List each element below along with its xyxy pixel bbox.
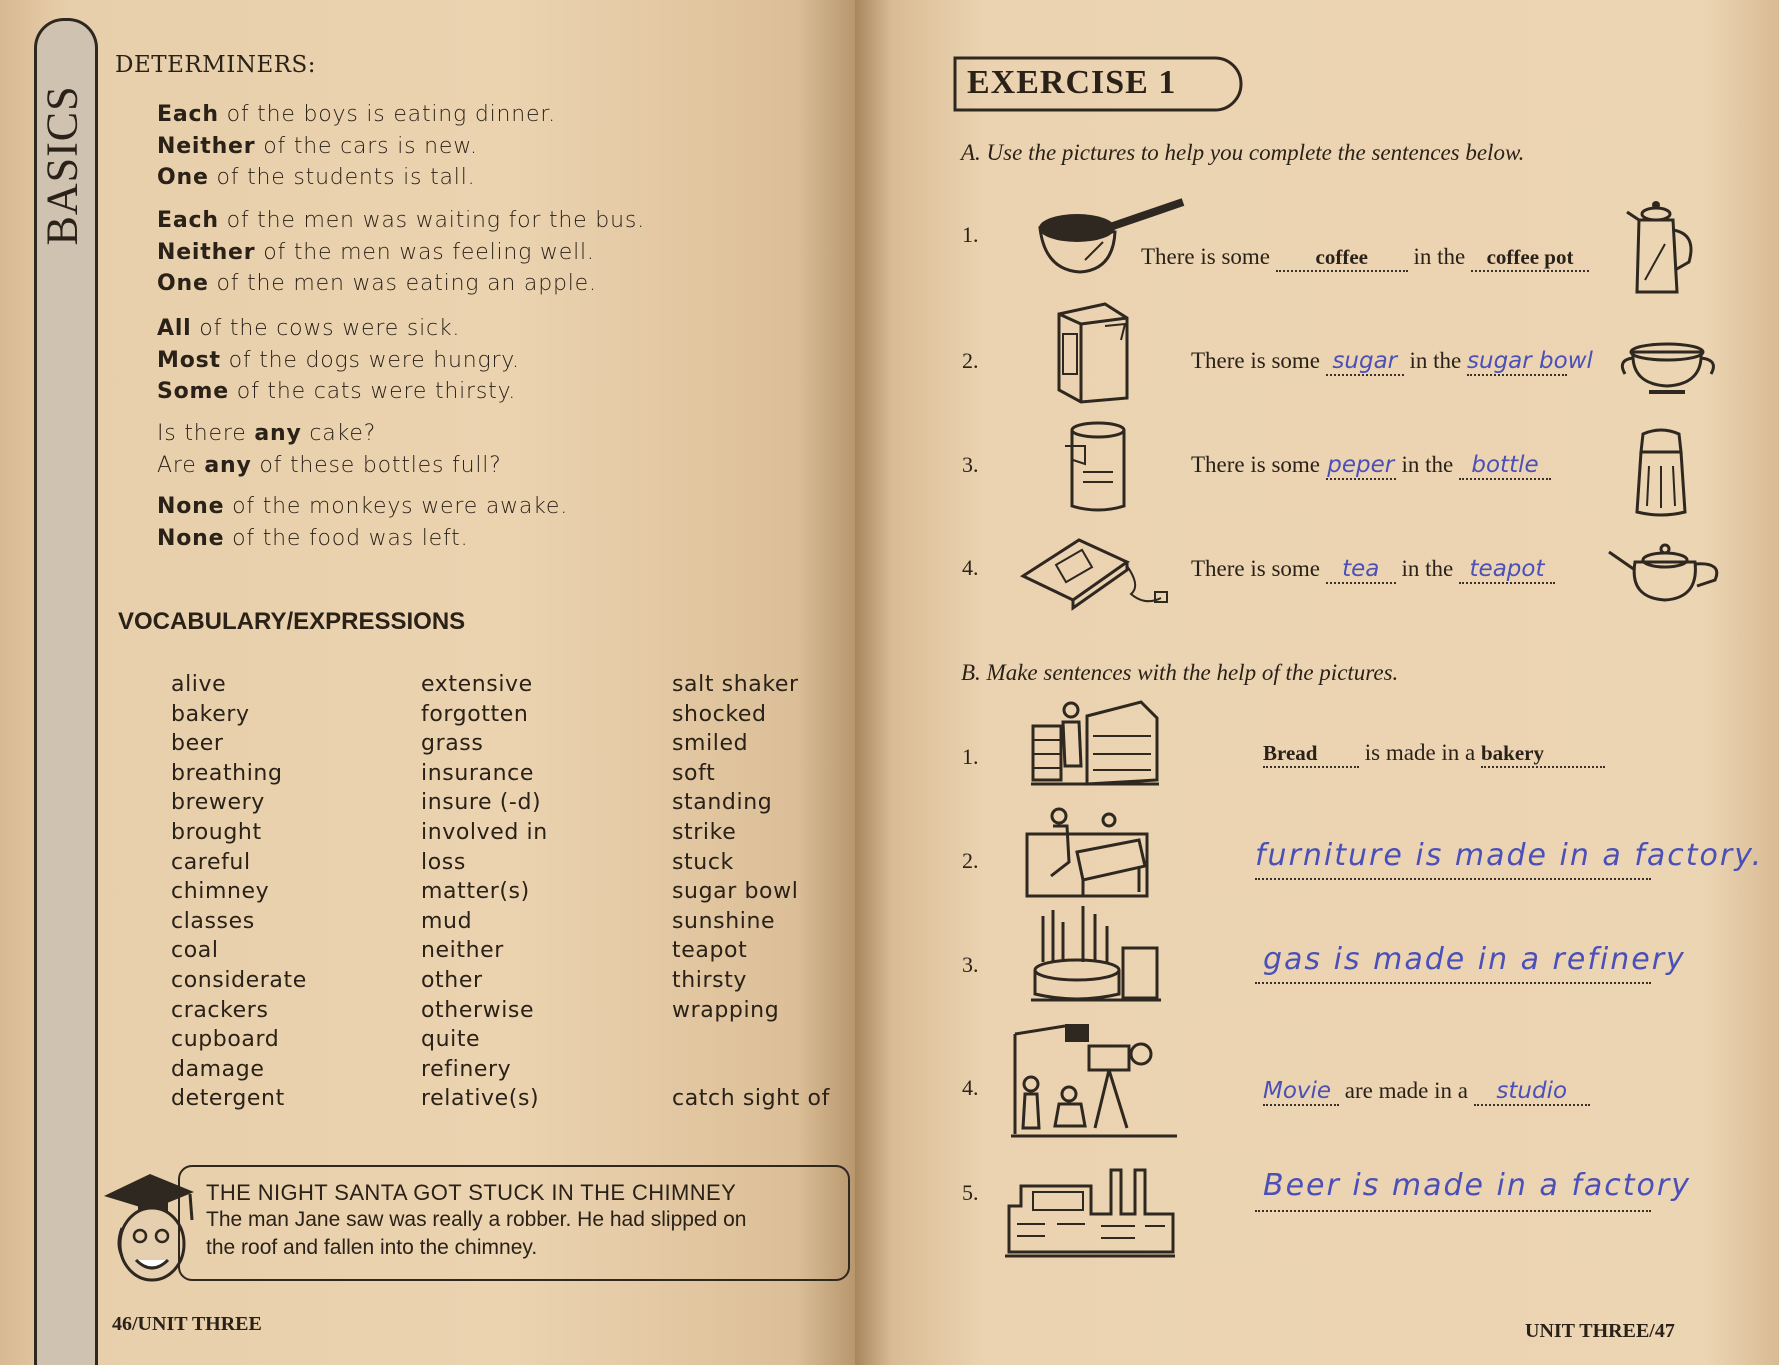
determiner-keyword: any	[254, 421, 302, 446]
item-b1-number: 1.	[962, 744, 979, 769]
furniture-factory-picture	[1023, 806, 1155, 902]
vocabulary-word: shocked	[672, 701, 767, 727]
vocabulary-word: teapot	[672, 938, 748, 964]
example-sentence: Each of the boys is eating dinner.	[157, 102, 556, 127]
vocabulary-word: brewery	[171, 790, 265, 816]
example-sentence: Is there any cake?	[157, 421, 377, 446]
determiner-keyword: One	[157, 271, 209, 296]
item-b2-number: 2.	[962, 848, 979, 873]
sugar-box-icon	[1055, 298, 1135, 404]
vocabulary-word: insurance	[421, 760, 534, 786]
refinery-picture	[1031, 902, 1161, 1004]
example-sentence: Neither of the cars is new.	[157, 133, 478, 159]
story-text-line-1: The man Jane saw was really a robber. He had slipped on	[206, 1208, 747, 1231]
vocabulary-word: thirsty	[672, 967, 748, 993]
example-sentence: Most of the dogs were hungry.	[157, 347, 520, 373]
example-sentence: All of the cows were sick.	[157, 316, 461, 341]
story-text-line-2: the roof and fallen into the chimney.	[206, 1236, 538, 1259]
example-sentence: Neither of the men was feeling well.	[157, 239, 595, 265]
example-sentence: None of the monkeys were awake.	[157, 494, 569, 519]
vocabulary-word: chimney	[171, 879, 270, 905]
item-b5-answer: Beer is made in a factory	[1263, 1168, 1691, 1203]
pepper-shaker-icon	[1633, 426, 1689, 518]
vocabulary-column-2	[421, 670, 548, 1114]
item-b2-answer-line	[1255, 878, 1651, 880]
item-b4-blank-1: Movie	[1263, 1078, 1339, 1106]
item-a4-blank-2: teapot	[1459, 556, 1555, 584]
item-a3-blank-1: peper	[1327, 452, 1395, 478]
determiner-keyword: All	[157, 316, 192, 341]
item-b3-number: 3.	[962, 952, 979, 977]
example-sentence: Each of the men was waiting for the bus.	[157, 208, 645, 233]
determiner-keyword: None	[157, 525, 225, 551]
item-a3-sentence: There is some peper in the bottle	[1191, 452, 1551, 480]
vocabulary-word: cupboard	[171, 1027, 280, 1053]
item-a2-blank-1: sugar	[1326, 348, 1404, 376]
vocabulary-word: classes	[171, 908, 255, 934]
item-b5-number: 5.	[962, 1180, 979, 1205]
bakery-picture	[1031, 696, 1161, 788]
determiner-keyword: Each	[157, 208, 219, 233]
example-sentence: None of the food was left.	[157, 525, 469, 551]
coffee-pot-icon	[1625, 200, 1699, 296]
determiner-keyword: Neither	[157, 239, 256, 265]
item-a1-number: 1.	[962, 222, 979, 247]
tea-packet-icon	[1021, 536, 1171, 612]
item-a1-blank-2: coffee pot	[1471, 245, 1589, 272]
item-b3-answer-line	[1255, 982, 1651, 984]
determiner-keyword: None	[157, 494, 225, 519]
vocabulary-word: insure (-d)	[421, 790, 542, 816]
vocabulary-word	[672, 1055, 830, 1085]
vocabulary-word: loss	[421, 849, 466, 875]
example-sentence: One of the students is tall.	[157, 165, 476, 190]
vocabulary-word: forgotten	[421, 701, 529, 727]
movie-studio-picture	[1009, 1024, 1179, 1142]
vocabulary-column-1	[171, 670, 307, 1114]
vocabulary-word: relative(s)	[421, 1086, 540, 1112]
item-b3-answer: gas is made in a refinery	[1263, 942, 1686, 977]
item-a2-blank-2: sugar bowl	[1467, 348, 1593, 374]
determiner-keyword: Each	[157, 102, 219, 127]
item-b1-sentence: Bread is made in a bakery	[1263, 740, 1605, 768]
vocabulary-word: extensive	[421, 672, 533, 697]
vocabulary-word: mud	[421, 908, 473, 934]
item-b4-blank-2: studio	[1474, 1078, 1590, 1106]
item-a4-blank-1: tea	[1326, 556, 1396, 584]
part-a-instruction: A. Use the pictures to help you complete the sentences below.	[961, 140, 1525, 165]
determiner-keyword: One	[157, 165, 209, 190]
item-a3-number: 3.	[962, 452, 979, 477]
vocabulary-word: catch sight of	[672, 1086, 830, 1112]
item-b2-answer: furniture is made in a factory.	[1255, 838, 1764, 873]
vocabulary-word: involved in	[421, 819, 548, 845]
vocabulary-word: grass	[421, 731, 484, 757]
vocabulary-word: alive	[171, 672, 227, 697]
item-a3-blank-2: bottle	[1459, 452, 1551, 480]
item-b4-number: 4.	[962, 1075, 979, 1100]
item-a2-number: 2.	[962, 348, 979, 373]
page-number-left: 46/UNIT THREE	[112, 1313, 262, 1335]
vocabulary-word: quite	[421, 1027, 481, 1053]
vocabulary-column-3	[672, 670, 830, 1114]
vocabulary-word: beer	[171, 731, 224, 757]
determiner-keyword: Neither	[157, 133, 256, 159]
item-a1-blank-1: coffee	[1276, 245, 1408, 272]
vocabulary-word: wrapping	[672, 997, 780, 1023]
vocabulary-word: sugar bowl	[672, 879, 799, 905]
vocabulary-word: bakery	[171, 701, 250, 727]
example-sentence: One of the men was eating an apple.	[157, 271, 597, 296]
vocabulary-word	[672, 1025, 830, 1055]
vocabulary-word: standing	[672, 790, 773, 816]
vocabulary-word: neither	[421, 938, 504, 964]
vocabulary-word: considerate	[171, 967, 307, 993]
determiners-title: DETERMINERS:	[115, 52, 317, 78]
vocabulary-word: detergent	[171, 1086, 285, 1112]
item-b1-blank-2: bakery	[1481, 741, 1605, 768]
vocabulary-word: otherwise	[421, 997, 535, 1023]
vocabulary-word: stuck	[672, 849, 734, 875]
item-b1-blank-1: Bread	[1263, 741, 1359, 768]
story-title: THE NIGHT SANTA GOT STUCK IN THE CHIMNEY	[206, 1180, 737, 1205]
vocabulary-word: refinery	[421, 1056, 512, 1082]
vocabulary-word: strike	[672, 819, 737, 845]
vocabulary-word: soft	[672, 760, 716, 786]
vocabulary-word: smiled	[672, 731, 749, 757]
vocabulary-word: salt shaker	[672, 672, 799, 697]
sugar-bowl-icon	[1615, 330, 1723, 394]
item-b5-answer-line	[1255, 1210, 1651, 1212]
teapot-icon	[1607, 540, 1725, 604]
example-sentence: Some of the cats were thirsty.	[157, 379, 517, 404]
determiner-keyword: Most	[157, 347, 221, 373]
vocabulary-title: VOCABULARY/EXPRESSIONS	[118, 608, 466, 635]
determiner-keyword: any	[204, 452, 252, 478]
determiner-keyword: Some	[157, 379, 230, 404]
vocabulary-word: careful	[171, 849, 251, 875]
left-page	[0, 0, 855, 1365]
section-tab-label: BASICS	[37, 85, 87, 246]
brewery-factory-picture	[1005, 1166, 1177, 1258]
item-a4-number: 4.	[962, 555, 979, 580]
pepper-canister-icon	[1063, 420, 1133, 514]
item-a2-sentence: There is some sugar in the sugar bowl	[1191, 348, 1593, 374]
vocabulary-word: brought	[171, 819, 262, 845]
vocabulary-word: coal	[171, 938, 219, 964]
vocabulary-word: sunshine	[672, 908, 776, 934]
vocabulary-word: matter(s)	[421, 879, 530, 905]
vocabulary-word: damage	[171, 1056, 265, 1082]
vocabulary-word: other	[421, 967, 483, 993]
vocabulary-word: crackers	[171, 997, 269, 1023]
item-b4-sentence: Movie are made in a studio	[1263, 1078, 1590, 1106]
item-a1-sentence: There is some coffee in the coffee pot	[1141, 244, 1589, 272]
vocabulary-word: breathing	[171, 760, 283, 786]
part-b-instruction: B. Make sentences with the help of the pictures.	[961, 660, 1399, 685]
example-sentence: Are any of these bottles full?	[157, 452, 502, 478]
exercise-title: EXERCISE 1	[967, 64, 1177, 101]
right-page	[855, 0, 1779, 1365]
page-number-right: UNIT THREE/47	[1525, 1320, 1675, 1342]
item-a4-sentence: There is some tea in the teapot	[1191, 556, 1555, 584]
